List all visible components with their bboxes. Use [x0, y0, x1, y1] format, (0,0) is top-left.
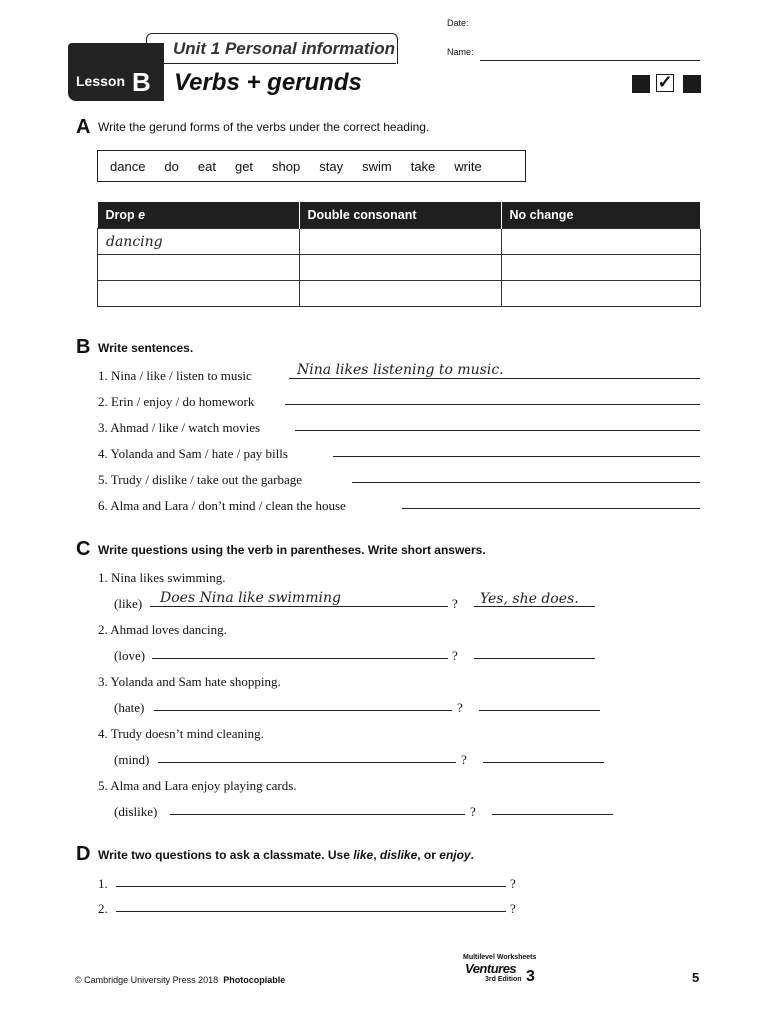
statement: 4. Trudy doesn’t mind cleaning.: [98, 726, 264, 741]
sentence-prompt: 1. Nina / like / listen to music: [98, 368, 252, 383]
ventures-logo: [463, 954, 563, 986]
level-square-3: [683, 75, 701, 93]
question-mark: ?: [461, 752, 467, 767]
column-header-double-consonant: Double consonant: [299, 202, 501, 229]
table-row: [98, 255, 701, 281]
answer-line[interactable]: [289, 378, 700, 379]
answer-line[interactable]: [352, 482, 700, 483]
word: stay: [319, 158, 344, 174]
sentence-prompt: 2. Erin / enjoy / do homework: [98, 394, 255, 409]
photocopiable-label: Photocopiable: [223, 975, 286, 985]
section-d-letter: D: [76, 843, 91, 865]
statement: 5. Alma and Lara enjoy playing cards.: [98, 778, 297, 793]
copyright: © Cambridge University Press 2018: [75, 975, 219, 985]
section-a-letter: A: [76, 116, 91, 138]
table-cell[interactable]: [299, 281, 501, 307]
verb-hint: (dislike): [114, 804, 158, 819]
unit-tab: [146, 33, 398, 64]
table-cell[interactable]: [98, 281, 300, 307]
sentence-prompt: 3. Ahmad / like / watch movies: [98, 420, 261, 435]
handwritten-answer: Nina likes listening to music.: [297, 362, 504, 378]
sentence-prompt: 6. Alma and Lara / don’t mind / clean the house: [98, 498, 346, 513]
statement: 1. Nina likes swimming.: [98, 570, 226, 585]
verb-hint: (love): [114, 648, 146, 663]
short-answer-line[interactable]: [492, 814, 613, 815]
question-mark: ?: [510, 901, 516, 916]
column-header-no-change: No change: [501, 202, 701, 229]
question-mark: ?: [457, 700, 463, 715]
question-line[interactable]: [158, 762, 456, 763]
verb-hint: (mind): [114, 752, 150, 767]
table-cell[interactable]: [501, 255, 701, 281]
question-line[interactable]: [154, 710, 452, 711]
brand-name: Ventures: [465, 961, 517, 976]
section-b-letter: B: [76, 336, 91, 358]
table-cell[interactable]: [501, 281, 701, 307]
short-answer-line[interactable]: [474, 658, 595, 659]
section-d-instruction: Write two questions to ask a classmate. Use like, dislike, or enjoy.: [98, 848, 474, 862]
section-b-instruction: Write sentences.: [98, 341, 194, 355]
word: write: [454, 158, 482, 174]
word: get: [234, 158, 254, 174]
question-mark: ?: [510, 876, 516, 891]
item-number: 1.: [98, 876, 108, 891]
section-c-instruction: Write questions using the verb in parentheses. Write short answers.: [98, 543, 486, 557]
handwritten-short-answer: Yes, she does.: [480, 591, 579, 607]
table-cell[interactable]: [299, 255, 501, 281]
answer-line[interactable]: [402, 508, 700, 509]
answer-line[interactable]: [116, 886, 506, 887]
word-box: [97, 150, 526, 182]
short-answer-line[interactable]: [479, 710, 600, 711]
header-rule: [160, 63, 396, 64]
word: do: [164, 158, 179, 174]
unit-title: Unit 1 Personal information: [173, 39, 395, 58]
word: eat: [197, 158, 216, 174]
answer-line[interactable]: [116, 911, 506, 912]
answer-line[interactable]: [333, 456, 700, 457]
page-number: 5: [692, 970, 700, 985]
lesson-badge: [68, 43, 164, 101]
brand-top: Multilevel Worksheets: [463, 954, 537, 961]
sentence-prompt: 5. Trudy / dislike / take out the garbage: [98, 472, 303, 487]
lesson-word: Lesson: [76, 73, 126, 89]
statement: 3. Yolanda and Sam hate shopping.: [98, 674, 281, 689]
question-mark: ?: [452, 596, 458, 611]
question-mark: ?: [470, 804, 476, 819]
table-cell[interactable]: [501, 229, 701, 255]
word: swim: [362, 158, 392, 174]
handwritten-question: Does Nina like swimming: [160, 590, 341, 606]
level-square-1: [632, 75, 650, 93]
statement: 2. Ahmad loves dancing.: [98, 622, 227, 637]
table-row: [98, 281, 701, 307]
section-a-instruction: Write the gerund forms of the verbs under the correct heading.: [98, 120, 430, 134]
verb-hint: (hate): [114, 700, 145, 715]
word: dance: [110, 158, 146, 174]
lesson-letter: B: [132, 67, 151, 97]
brand-edition: 3rd Edition: [485, 976, 522, 983]
lesson-title: Verbs + gerunds: [174, 69, 362, 96]
table-row: [98, 229, 701, 255]
question-line[interactable]: [170, 814, 465, 815]
answer-line[interactable]: [285, 404, 700, 405]
date-label: Date:: [447, 18, 469, 28]
answer-line[interactable]: [295, 430, 700, 431]
table-cell[interactable]: dancing: [98, 229, 300, 255]
section-c-letter: C: [76, 538, 91, 560]
word: shop: [272, 158, 301, 174]
question-line[interactable]: [150, 606, 448, 607]
sentence-prompt: 4. Yolanda and Sam / hate / pay bills: [98, 446, 288, 461]
level-check-icon: ✓: [657, 72, 673, 92]
table-cell[interactable]: [98, 255, 300, 281]
short-answer-line[interactable]: [483, 762, 604, 763]
word: take: [410, 158, 436, 174]
name-label: Name:: [447, 47, 474, 57]
brand-level: 3: [526, 968, 535, 985]
question-line[interactable]: [152, 658, 448, 659]
verb-hint: (like): [114, 596, 143, 611]
table-cell[interactable]: [299, 229, 501, 255]
item-number: 2.: [98, 901, 108, 916]
question-mark: ?: [452, 648, 458, 663]
name-field[interactable]: [480, 60, 700, 61]
copyright-line: [75, 975, 285, 985]
column-header-drop-e: Drop e: [98, 202, 300, 229]
gerund-table: [97, 202, 701, 307]
